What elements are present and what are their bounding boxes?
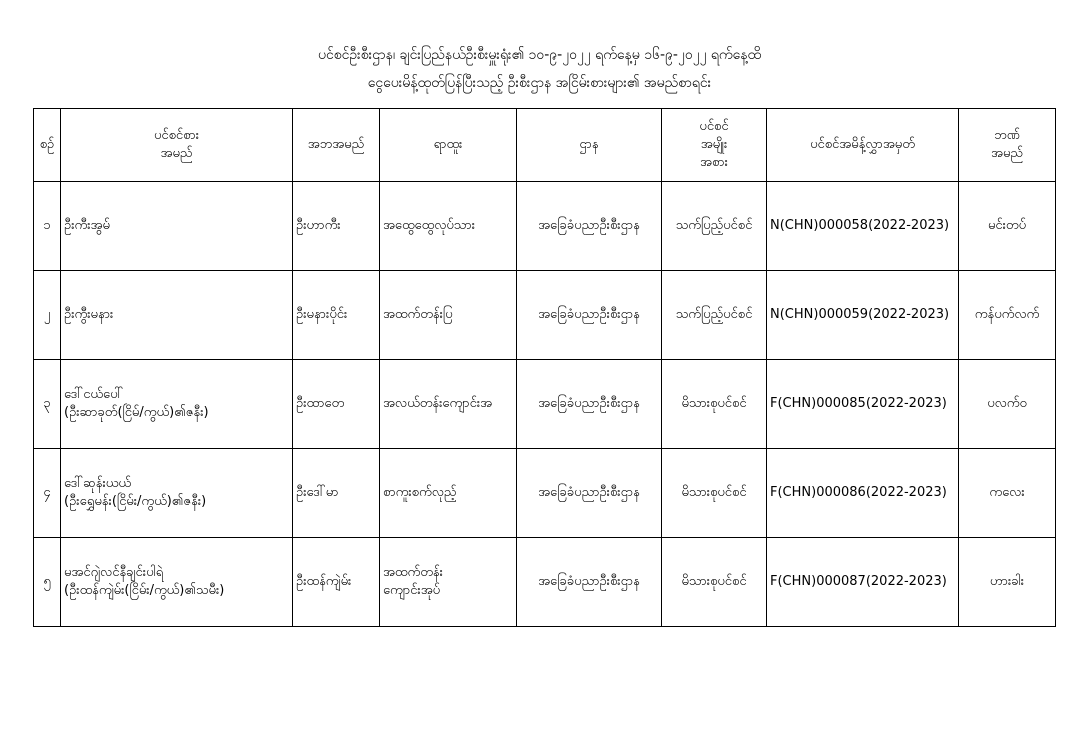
cell-pensioner-name: ဒေါ်ဆုန်းယယ် (ဦးရွှေမန်း(ငြိမ်း/ကွယ်)၏ဇနီး) (61, 449, 293, 538)
cell-bank-name: ကန်ပက်လက် (959, 271, 1056, 360)
cell-department: အခြေခံပညာဦးစီးဌာန (517, 449, 662, 538)
cell-pension-order-no: N(CHN)000058(2022-2023) (767, 182, 959, 271)
cell-father-name: ဦးထန်ကျဲမ်း (293, 538, 380, 627)
pensioner-table (33, 108, 1056, 627)
cell-father-name: ဦးထာတေ (293, 360, 380, 449)
cell-pensioner-name: မအင်ဂျဲလင်နီချင်းပါရဲ (ဦးထန်ကျဲမ်း(ငြိမ်း/ကွယ်)၏သမီး) (61, 538, 293, 627)
cell-bank-name: မင်းတပ် (959, 182, 1056, 271)
cell-rank: အထက်တန်းပြ (380, 271, 517, 360)
cell-no: ၄ (34, 449, 61, 538)
cell-rank: အထွေထွေလုပ်သား (380, 182, 517, 271)
table-row (34, 538, 1056, 627)
table-header-row (34, 109, 1056, 182)
cell-pension-order-no: F(CHN)000087(2022-2023) (767, 538, 959, 627)
table-row (34, 360, 1056, 449)
cell-pension-type: မိသားစုပင်စင် (662, 360, 767, 449)
header-no: စဉ် (34, 109, 61, 182)
cell-department: အခြေခံပညာဦးစီးဌာန (517, 538, 662, 627)
cell-pension-order-no: F(CHN)000085(2022-2023) (767, 360, 959, 449)
cell-no: ၂ (34, 271, 61, 360)
cell-pension-type: သက်ပြည့်ပင်စင် (662, 182, 767, 271)
header-department: ဌာန (517, 109, 662, 182)
cell-bank-name: ကလေး (959, 449, 1056, 538)
cell-department: အခြေခံပညာဦးစီးဌာန (517, 360, 662, 449)
cell-pensioner-name: ဒေါ်ငယ်ပေါ် (ဦးဆာခုတ်(ငြိမ်/ကွယ်)၏ဇနီး) (61, 360, 293, 449)
cell-rank: အလယ်တန်းကျောင်းအ (380, 360, 517, 449)
document-title-line-1: ပင်စင်ဦးစီးဌာန၊ ချင်းပြည်နယ်ဦးစီးမှူးရုံး၏ ၁၀-၉-၂၀၂၂ ရက်နေ့မှ ၁၆-၉-၂၀၂၂ ရက်နေ့ထိ (317, 47, 762, 63)
document-title-line-2: ငွေပေးမိန့်ထုတ်ပြန်ပြီးသည့် ဦးစီးဌာန အငြိမ်းစားများ၏ အမည်စာရင်း (367, 75, 712, 91)
cell-pension-type: မိသားစုပင်စင် (662, 449, 767, 538)
cell-pension-order-no: F(CHN)000086(2022-2023) (767, 449, 959, 538)
header-rank: ရာထူး (380, 109, 517, 182)
header-father-name: အဘအမည် (293, 109, 380, 182)
cell-bank-name: ပလက်ဝ (959, 360, 1056, 449)
cell-no: ၅ (34, 538, 61, 627)
cell-department: အခြေခံပညာဦးစီးဌာန (517, 271, 662, 360)
cell-father-name: ဦးဟာကီး (293, 182, 380, 271)
header-pension-type: ပင်စင် အမျိုး အစား (662, 109, 767, 182)
cell-pension-type: သက်ပြည့်ပင်စင် (662, 271, 767, 360)
header-pensioner-name: ပင်စင်စား အမည် (61, 109, 293, 182)
cell-rank: အထက်တန်း ကျောင်းအုပ် (380, 538, 517, 627)
header-bank-name: ဘဏ် အမည် (959, 109, 1056, 182)
cell-father-name: ဦးမနားပိုင်း (293, 271, 380, 360)
cell-pensioner-name: ဦးကွီးမနား (61, 271, 293, 360)
cell-rank: စာကူးစက်လုည့် (380, 449, 517, 538)
cell-department: အခြေခံပညာဦးစီးဌာန (517, 182, 662, 271)
cell-pensioner-name: ဦးကီးအွမ် (61, 182, 293, 271)
cell-pension-order-no: N(CHN)000059(2022-2023) (767, 271, 959, 360)
table-row (34, 449, 1056, 538)
cell-father-name: ဦးဒေါ်မာ (293, 449, 380, 538)
cell-bank-name: ဟားခါး (959, 538, 1056, 627)
table-row (34, 271, 1056, 360)
cell-no: ၁ (34, 182, 61, 271)
table-row (34, 182, 1056, 271)
cell-pension-type: မိသားစုပင်စင် (662, 538, 767, 627)
cell-no: ၃ (34, 360, 61, 449)
header-pension-order-no: ပင်စင်အမိန့်လွှာအမှတ် (767, 109, 959, 182)
